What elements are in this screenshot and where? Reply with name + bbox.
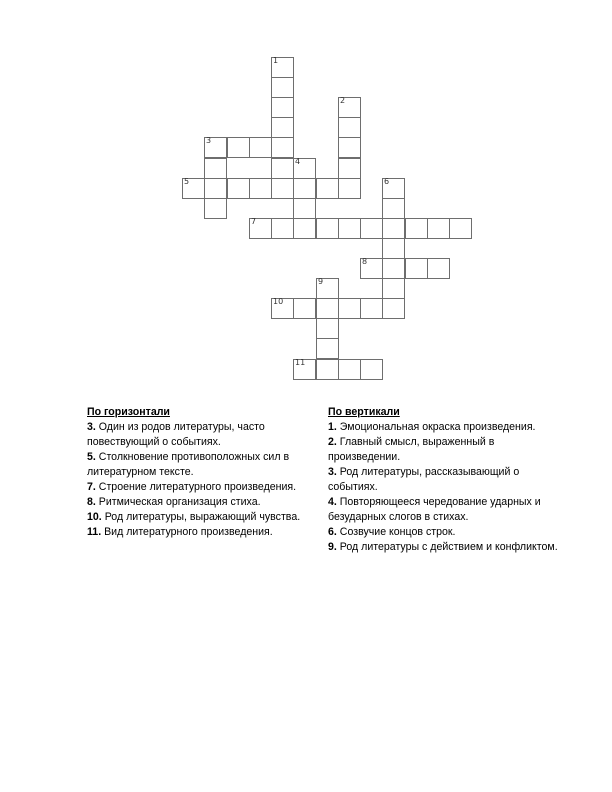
clue-item-number: 3. xyxy=(87,421,96,433)
clue-number: 10 xyxy=(273,297,284,306)
crossword-cell[interactable] xyxy=(293,218,316,239)
clue-item-number: 11. xyxy=(87,526,102,538)
crossword-cell[interactable] xyxy=(271,178,294,199)
crossword-cell[interactable] xyxy=(382,258,405,279)
crossword-cell[interactable] xyxy=(382,238,405,259)
clue-item-text: Эмоциональная окраска произведения. xyxy=(339,421,536,433)
crossword-cell[interactable] xyxy=(293,198,316,219)
clue-item-number: 2. xyxy=(328,436,337,448)
down-clues xyxy=(328,405,558,555)
crossword-cell[interactable] xyxy=(338,298,361,319)
clue-item xyxy=(87,450,312,480)
crossword-cell[interactable] xyxy=(382,298,405,319)
crossword-cell[interactable] xyxy=(405,258,428,279)
clue-number: 4 xyxy=(295,157,301,166)
crossword-cell[interactable] xyxy=(271,77,294,98)
crossword-cell[interactable] xyxy=(338,97,361,118)
across-clues xyxy=(87,405,312,540)
crossword-cell[interactable] xyxy=(316,218,339,239)
clue-number: 7 xyxy=(251,217,257,226)
clue-item-number: 3. xyxy=(328,466,337,478)
crossword-cell[interactable] xyxy=(360,298,383,319)
crossword-cell[interactable] xyxy=(182,178,205,199)
crossword-cell[interactable] xyxy=(293,178,316,199)
crossword-cell[interactable] xyxy=(204,198,227,219)
clue-item xyxy=(87,525,312,540)
crossword-cell[interactable] xyxy=(249,137,272,158)
clue-item-text: Главный смысл, выраженный в произведении. xyxy=(328,436,495,463)
clue-item-number: 4. xyxy=(328,496,337,508)
crossword-cell[interactable] xyxy=(338,137,361,158)
crossword-cell[interactable] xyxy=(293,359,316,380)
clue-number: 3 xyxy=(206,136,212,145)
clue-item-number: 9. xyxy=(328,541,337,553)
clue-item xyxy=(87,420,312,450)
clue-item-text: Созвучие концов строк. xyxy=(339,526,456,538)
crossword-cell[interactable] xyxy=(204,178,227,199)
clue-item xyxy=(328,435,558,465)
crossword-cell[interactable] xyxy=(293,298,316,319)
crossword-cell[interactable] xyxy=(204,158,227,179)
crossword-cell[interactable] xyxy=(427,218,450,239)
crossword-cell[interactable] xyxy=(338,178,361,199)
clue-number: 6 xyxy=(384,177,390,186)
crossword-cell[interactable] xyxy=(271,117,294,138)
crossword-cell[interactable] xyxy=(316,359,339,380)
clue-item xyxy=(328,420,558,435)
crossword-cell[interactable] xyxy=(271,137,294,158)
clue-item xyxy=(328,465,558,495)
clue-number: 2 xyxy=(340,96,346,105)
crossword-cell[interactable] xyxy=(293,158,316,179)
crossword-cell[interactable] xyxy=(227,137,250,158)
crossword-cell[interactable] xyxy=(382,218,405,239)
crossword-cell[interactable] xyxy=(360,218,383,239)
clue-item xyxy=(87,480,312,495)
crossword-cell[interactable] xyxy=(249,178,272,199)
clue-number: 11 xyxy=(295,358,306,367)
across-heading: По горизонтали xyxy=(87,406,170,418)
clue-number: 5 xyxy=(184,177,190,186)
clue-item-text: Род литературы с действием и конфликтом. xyxy=(339,541,558,553)
clue-item-text: Род литературы, рассказывающий о событиях. xyxy=(328,466,520,493)
clue-item xyxy=(328,540,558,555)
crossword-cell[interactable] xyxy=(204,137,227,158)
clue-number: 1 xyxy=(273,56,279,65)
crossword-cell[interactable] xyxy=(449,218,472,239)
clue-item xyxy=(328,495,558,525)
crossword-cell[interactable] xyxy=(271,218,294,239)
crossword-cell[interactable] xyxy=(316,318,339,339)
crossword-cell[interactable] xyxy=(382,198,405,219)
crossword-cell[interactable] xyxy=(316,178,339,199)
down-clue-list xyxy=(328,420,558,555)
clue-item xyxy=(87,495,312,510)
crossword-cell[interactable] xyxy=(360,258,383,279)
crossword-cell[interactable] xyxy=(249,218,272,239)
clue-number: 8 xyxy=(362,257,368,266)
crossword-cell[interactable] xyxy=(338,158,361,179)
crossword-cell[interactable] xyxy=(316,278,339,299)
clue-number: 9 xyxy=(318,277,324,286)
clue-item-text: Строение литературного произведения. xyxy=(98,481,297,493)
crossword-cell[interactable] xyxy=(338,359,361,380)
crossword-cell[interactable] xyxy=(271,158,294,179)
down-heading: По вертикали xyxy=(328,406,400,418)
clue-item xyxy=(87,510,312,525)
clue-item-text: Столкновение противоположных сил в литературном тексте. xyxy=(87,451,290,478)
crossword-cell[interactable] xyxy=(427,258,450,279)
clue-item-number: 1. xyxy=(328,421,337,433)
clue-item-number: 10. xyxy=(87,511,102,523)
crossword-cell[interactable] xyxy=(271,97,294,118)
clue-item-text: Один из родов литературы, часто повествующий о событиях. xyxy=(87,421,265,448)
clue-item-text: Ритмическая организация стиха. xyxy=(98,496,261,508)
clue-item-number: 6. xyxy=(328,526,337,538)
crossword-cell[interactable] xyxy=(338,117,361,138)
crossword-cell[interactable] xyxy=(227,178,250,199)
across-clue-list xyxy=(87,420,312,540)
crossword-cell[interactable] xyxy=(271,298,294,319)
clue-item-number: 7. xyxy=(87,481,96,493)
clue-item xyxy=(328,525,558,540)
crossword-cell[interactable] xyxy=(316,298,339,319)
crossword-cell[interactable] xyxy=(271,57,294,78)
clue-item-text: Повторяющееся чередование ударных и безударных слогов в стихах. xyxy=(328,496,541,523)
crossword-cell[interactable] xyxy=(360,359,383,380)
crossword-cell[interactable] xyxy=(316,338,339,359)
crossword-cell[interactable] xyxy=(382,178,405,199)
clue-item-number: 5. xyxy=(87,451,96,463)
clue-item-number: 8. xyxy=(87,496,96,508)
crossword-cell[interactable] xyxy=(405,218,428,239)
crossword-cell[interactable] xyxy=(338,218,361,239)
crossword-cell[interactable] xyxy=(382,278,405,299)
clue-item-text: Род литературы, выражающий чувства. xyxy=(104,511,301,523)
clue-item-text: Вид литературного произведения. xyxy=(104,526,273,538)
